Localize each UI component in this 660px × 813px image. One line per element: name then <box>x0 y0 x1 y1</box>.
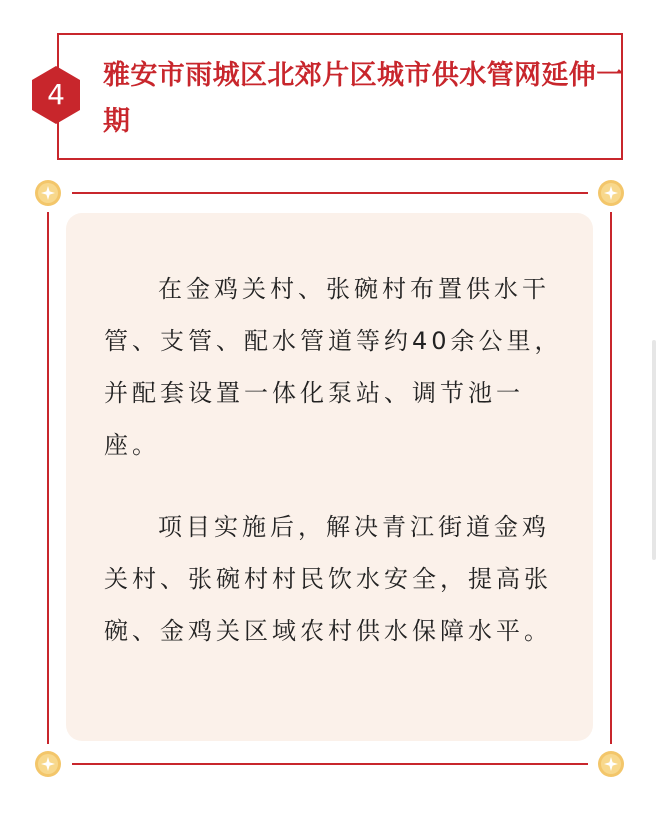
section-number: 4 <box>47 78 65 111</box>
content-paragraph: 在金鸡关村、张碗村布置供水干管、支管、配水管道等约40余公里，并配套设置一体化泵站、调节池一座。 <box>104 275 563 459</box>
corner-sparkle-icon <box>34 750 62 778</box>
frame-top-line <box>72 192 588 194</box>
frame-right-line <box>610 212 612 744</box>
content-paragraph: 项目实施后，解决青江街道金鸡关村、张碗村村民饮水安全，提高张碗、金鸡关区域农村供水保障水平。 <box>104 513 552 645</box>
section-title: 雅安市雨城区北郊片区城市供水管网延伸一期 <box>103 60 624 137</box>
corner-sparkle-icon <box>597 179 625 207</box>
page-scrollbar[interactable] <box>652 340 656 560</box>
corner-sparkle-icon <box>597 750 625 778</box>
section-number-badge <box>30 64 82 126</box>
content-card <box>66 213 593 741</box>
corner-sparkle-icon <box>34 179 62 207</box>
frame-left-line <box>47 212 49 744</box>
frame-bottom-line <box>72 763 588 765</box>
